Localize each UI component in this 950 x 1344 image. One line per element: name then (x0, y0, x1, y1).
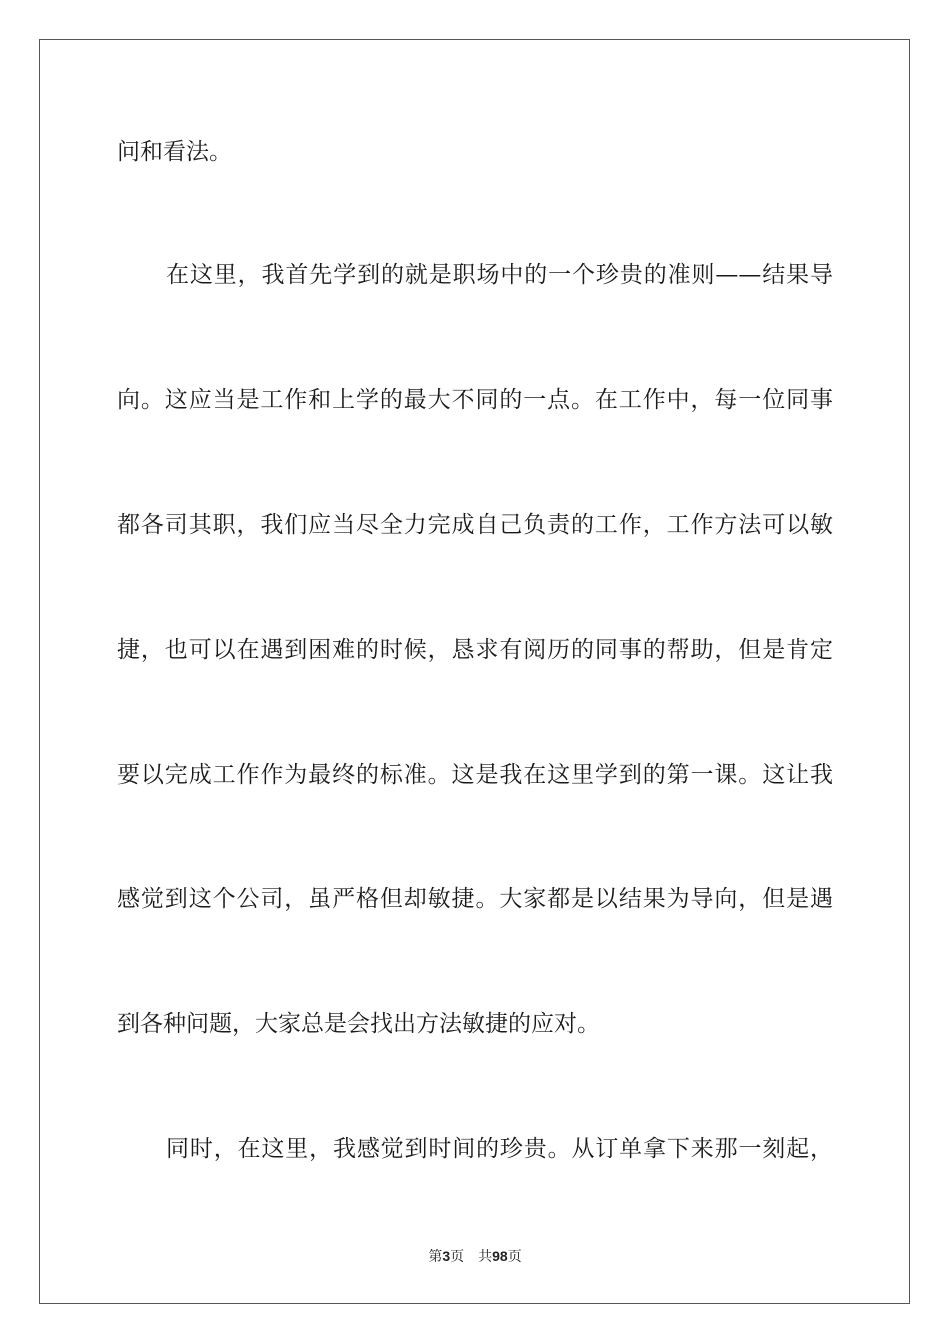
text-line: 向。这应当是工作和上学的最大不同的一点。在工作中，每一位同事 (117, 387, 833, 413)
text-line: 捷，也可以在遇到困难的时候，恳求有阅历的同事的帮助，但是肯定 (117, 637, 833, 663)
text-line: 在这里，我首先学到的就是职场中的一个珍贵的准则——结果导 (166, 262, 833, 288)
text-line: 要以完成工作作为最终的标准。这是我在这里学到的第一课。这让我 (117, 762, 833, 788)
total-label-prefix: 共 (478, 1249, 493, 1265)
page-border (39, 39, 910, 1304)
text-line: 问和看法。 (117, 139, 232, 165)
page-label-prefix: 第 (428, 1249, 443, 1265)
page-footer (0, 1247, 950, 1266)
total-pages: 98 (492, 1248, 508, 1264)
total-label-suffix: 页 (507, 1249, 522, 1265)
text-line: 都各司其职，我们应当尽全力完成自己负责的工作，工作方法可以敏 (117, 512, 833, 538)
page-label-suffix: 页 (450, 1249, 465, 1265)
text-line: 感觉到这个公司，虽严格但却敏捷。大家都是以结果为导向，但是遇 (117, 886, 833, 912)
text-line: 到各种问题，大家总是会找出方法敏捷的应对。 (117, 1011, 600, 1037)
text-line: 同时，在这里，我感觉到时间的珍贵。从订单拿下来那一刻起， (166, 1136, 833, 1162)
page-number: 3 (442, 1248, 451, 1264)
